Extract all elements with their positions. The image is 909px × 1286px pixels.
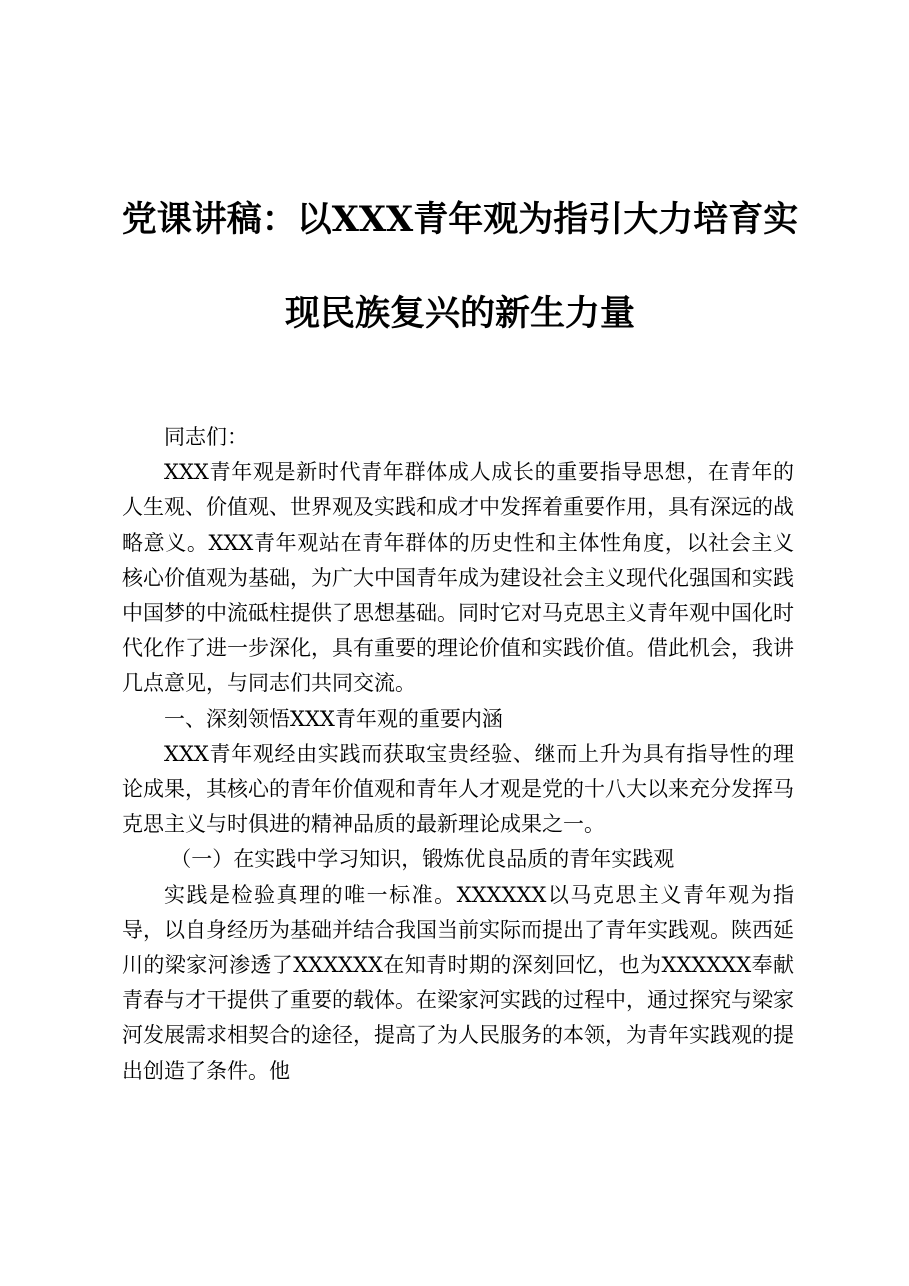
paragraph-subsection-1: 实践是检验真理的唯一标准。XXXXXX以马克思主义青年观为指导，以自身经历为基础并结合我国当前实际而提出了青年实践观。陕西延川的梁家河渗透了XXXXXX在知青时期的深刻回忆，也为XXXXXX奉献青春与才干提供了重要的载体。在梁家河实践的过程中，通过探究与梁家河发展需求相契合的途径，提高了为人民服务的本领，为青年实践观的提出创造了条件。他	[122, 882, 794, 1083]
paragraph-section-1: XXX青年观经由实践而获取宝贵经验、继而上升为具有指导性的理论成果，其核心的青年价值观和青年人才观是党的十八大以来充分发挥马克思主义与时俱进的精神品质的最新理论成果之一。	[122, 741, 794, 837]
section-heading-1: 一、深刻领悟XXX青年观的重要内涵	[164, 706, 503, 731]
salutation: 同志们：	[164, 425, 248, 449]
document-title-line-1: 党课讲稿：以XXX青年观为指引大力培育实	[121, 199, 799, 240]
subsection-heading-1: （一）在实践中学习知识，锻炼优良品质的青年实践观	[170, 847, 675, 872]
document-title-line-2: 现民族复兴的新生力量	[284, 293, 635, 334]
document-body	[122, 420, 794, 1089]
paragraph-intro: XXX青年观是新时代青年群体成人成长的重要指导思想，在青年的人生观、价值观、世界观及实践和成才中发挥着重要作用，具有深远的战略意义。XXX青年观站在青年群体的历史性和主体性角度，以社会主义核心价值观为基础，为广大中国青年成为建设社会主义现代化强国和实践中国梦的中流砥柱提供了思想基础。同时它对马克思主义青年观中国化时代化作了进一步深化，具有重要的理论价值和实践价值。借此机会，我讲几点意见，与同志们共同交流。	[122, 460, 794, 696]
